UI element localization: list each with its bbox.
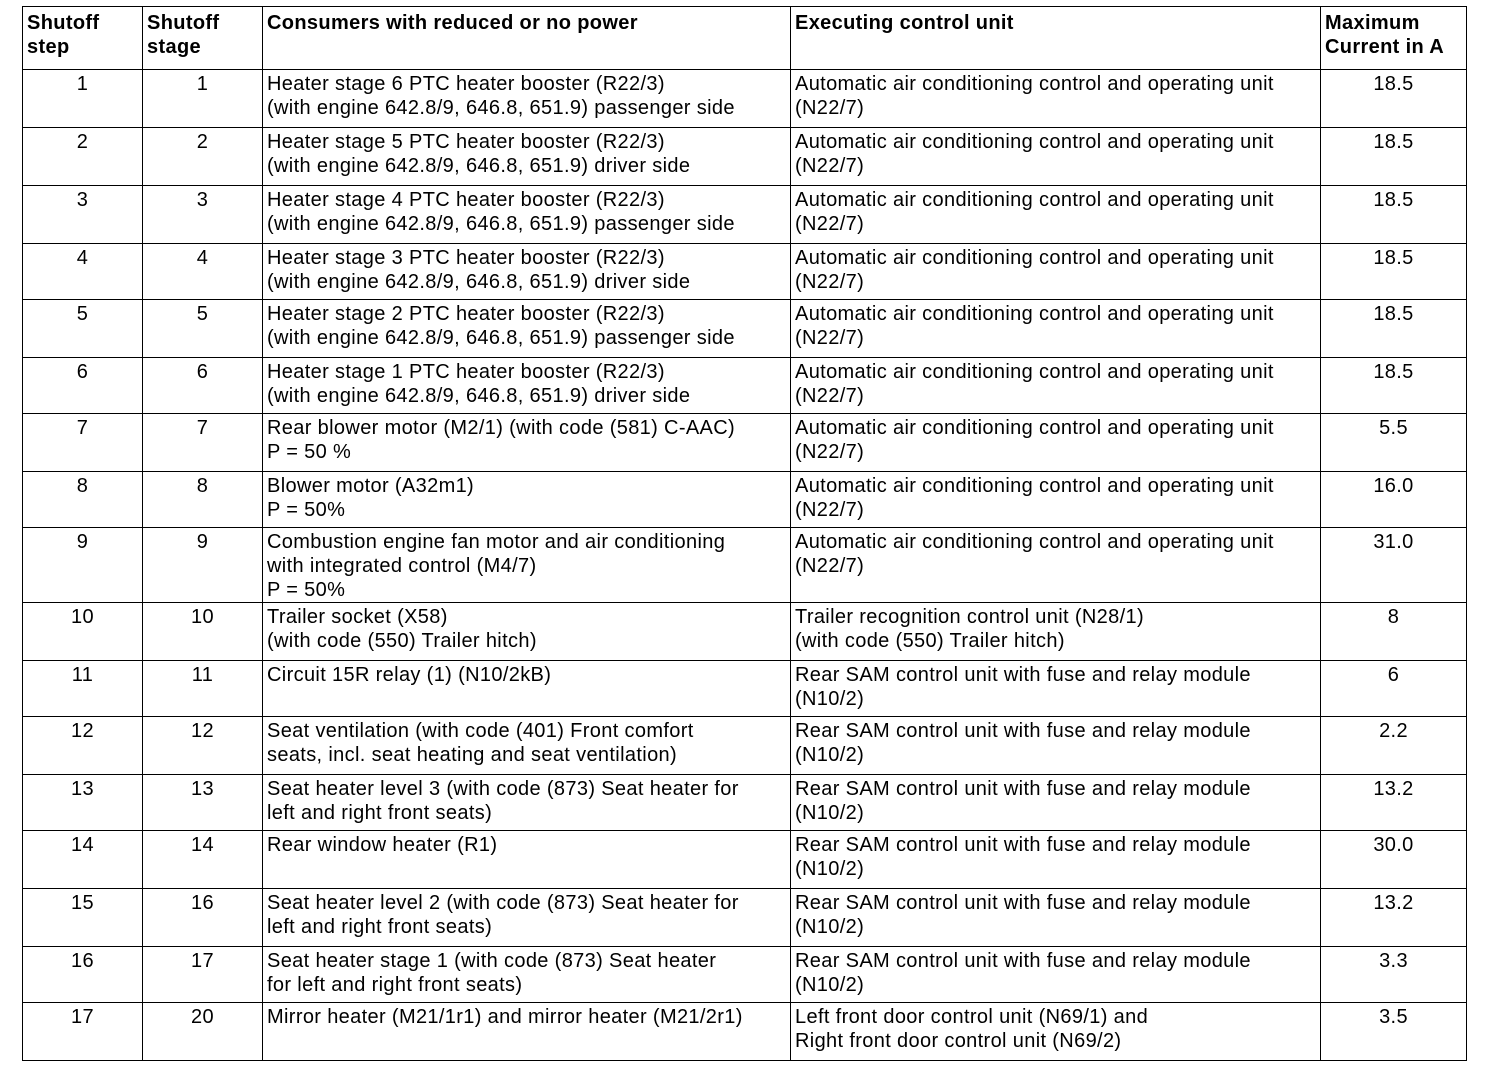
cell-max-current: 18.5 — [1321, 70, 1467, 128]
cell-control-unit: Rear SAM control unit with fuse and relay module (N10/2) — [791, 717, 1321, 775]
header-shutoff-stage: Shutoff stage — [143, 7, 263, 70]
cell-shutoff-step: 13 — [23, 775, 143, 831]
cell-max-current: 3.5 — [1321, 1003, 1467, 1061]
cell-consumer: Heater stage 5 PTC heater booster (R22/3) (with engine 642.8/9, 646.8, 651.9) driver side — [263, 128, 791, 186]
cell-consumer: Heater stage 6 PTC heater booster (R22/3) (with engine 642.8/9, 646.8, 651.9) passenger side — [263, 70, 791, 128]
cell-shutoff-stage: 16 — [143, 889, 263, 947]
table-row — [23, 472, 1467, 528]
cell-consumer: Seat heater level 2 (with code (873) Seat heater for left and right front seats) — [263, 889, 791, 947]
cell-max-current: 18.5 — [1321, 128, 1467, 186]
cell-shutoff-step: 2 — [23, 128, 143, 186]
cell-max-current: 31.0 — [1321, 528, 1467, 603]
cell-shutoff-step: 4 — [23, 244, 143, 300]
table-row — [23, 244, 1467, 300]
cell-consumer: Mirror heater (M21/1r1) and mirror heater (M21/2r1) — [263, 1003, 791, 1061]
cell-consumer: Combustion engine fan motor and air conditioning with integrated control (M4/7) P = 50% — [263, 528, 791, 603]
cell-shutoff-step: 1 — [23, 70, 143, 128]
cell-shutoff-stage: 4 — [143, 244, 263, 300]
cell-control-unit: Automatic air conditioning control and operating unit (N22/7) — [791, 472, 1321, 528]
table-row — [23, 775, 1467, 831]
table-row — [23, 717, 1467, 775]
cell-shutoff-step: 5 — [23, 300, 143, 358]
cell-control-unit: Automatic air conditioning control and operating unit (N22/7) — [791, 300, 1321, 358]
table-row — [23, 947, 1467, 1003]
table-row — [23, 1003, 1467, 1061]
cell-shutoff-step: 9 — [23, 528, 143, 603]
cell-max-current: 13.2 — [1321, 889, 1467, 947]
table-row — [23, 128, 1467, 186]
cell-max-current: 5.5 — [1321, 414, 1467, 472]
cell-shutoff-step: 11 — [23, 661, 143, 717]
cell-consumer: Seat heater level 3 (with code (873) Seat heater for left and right front seats) — [263, 775, 791, 831]
cell-control-unit: Rear SAM control unit with fuse and relay module (N10/2) — [791, 831, 1321, 889]
table-row — [23, 661, 1467, 717]
cell-shutoff-stage: 5 — [143, 300, 263, 358]
cell-control-unit: Automatic air conditioning control and operating unit (N22/7) — [791, 528, 1321, 603]
cell-shutoff-stage: 13 — [143, 775, 263, 831]
cell-max-current: 18.5 — [1321, 358, 1467, 414]
cell-shutoff-step: 12 — [23, 717, 143, 775]
cell-control-unit: Automatic air conditioning control and operating unit (N22/7) — [791, 70, 1321, 128]
table-row — [23, 358, 1467, 414]
cell-consumer: Circuit 15R relay (1) (N10/2kB) — [263, 661, 791, 717]
cell-control-unit: Automatic air conditioning control and operating unit (N22/7) — [791, 358, 1321, 414]
cell-shutoff-stage: 1 — [143, 70, 263, 128]
cell-shutoff-stage: 17 — [143, 947, 263, 1003]
table-body — [23, 70, 1467, 1061]
table-row — [23, 414, 1467, 472]
table-row — [23, 528, 1467, 603]
cell-shutoff-stage: 2 — [143, 128, 263, 186]
cell-shutoff-stage: 8 — [143, 472, 263, 528]
table-row — [23, 889, 1467, 947]
header-shutoff-step: Shutoff step — [23, 7, 143, 70]
cell-shutoff-stage: 9 — [143, 528, 263, 603]
cell-consumer: Seat ventilation (with code (401) Front comfort seats, incl. seat heating and seat ventilation) — [263, 717, 791, 775]
table-row — [23, 300, 1467, 358]
cell-shutoff-step: 6 — [23, 358, 143, 414]
cell-consumer: Heater stage 1 PTC heater booster (R22/3) (with engine 642.8/9, 646.8, 651.9) driver side — [263, 358, 791, 414]
cell-control-unit: Rear SAM control unit with fuse and relay module (N10/2) — [791, 661, 1321, 717]
cell-shutoff-step: 15 — [23, 889, 143, 947]
cell-shutoff-stage: 14 — [143, 831, 263, 889]
cell-consumer: Heater stage 2 PTC heater booster (R22/3) (with engine 642.8/9, 646.8, 651.9) passenger side — [263, 300, 791, 358]
cell-control-unit: Trailer recognition control unit (N28/1) (with code (550) Trailer hitch) — [791, 603, 1321, 661]
cell-consumer: Seat heater stage 1 (with code (873) Seat heater for left and right front seats) — [263, 947, 791, 1003]
cell-shutoff-stage: 11 — [143, 661, 263, 717]
cell-control-unit: Rear SAM control unit with fuse and relay module (N10/2) — [791, 775, 1321, 831]
cell-max-current: 6 — [1321, 661, 1467, 717]
cell-max-current: 18.5 — [1321, 186, 1467, 244]
cell-max-current: 8 — [1321, 603, 1467, 661]
table-row — [23, 70, 1467, 128]
header-consumers: Consumers with reduced or no power — [263, 7, 791, 70]
cell-shutoff-stage: 20 — [143, 1003, 263, 1061]
table-row — [23, 831, 1467, 889]
cell-max-current: 30.0 — [1321, 831, 1467, 889]
header-row — [23, 7, 1467, 70]
cell-max-current: 13.2 — [1321, 775, 1467, 831]
cell-consumer: Rear blower motor (M2/1) (with code (581) C-AAC) P = 50 % — [263, 414, 791, 472]
cell-max-current: 18.5 — [1321, 244, 1467, 300]
cell-control-unit: Rear SAM control unit with fuse and relay module (N10/2) — [791, 889, 1321, 947]
cell-consumer: Heater stage 3 PTC heater booster (R22/3) (with engine 642.8/9, 646.8, 651.9) driver side — [263, 244, 791, 300]
header-control-unit: Executing control unit — [791, 7, 1321, 70]
header-max-current: Maximum Current in A — [1321, 7, 1467, 70]
cell-shutoff-stage: 12 — [143, 717, 263, 775]
cell-max-current: 16.0 — [1321, 472, 1467, 528]
cell-shutoff-step: 7 — [23, 414, 143, 472]
cell-control-unit: Left front door control unit (N69/1) and Right front door control unit (N69/2) — [791, 1003, 1321, 1061]
cell-shutoff-stage: 3 — [143, 186, 263, 244]
cell-shutoff-stage: 10 — [143, 603, 263, 661]
cell-shutoff-step: 14 — [23, 831, 143, 889]
cell-control-unit: Automatic air conditioning control and operating unit (N22/7) — [791, 414, 1321, 472]
cell-control-unit: Automatic air conditioning control and operating unit (N22/7) — [791, 244, 1321, 300]
cell-shutoff-step: 8 — [23, 472, 143, 528]
table-row — [23, 186, 1467, 244]
cell-shutoff-step: 17 — [23, 1003, 143, 1061]
cell-control-unit: Rear SAM control unit with fuse and relay module (N10/2) — [791, 947, 1321, 1003]
cell-max-current: 2.2 — [1321, 717, 1467, 775]
cell-shutoff-stage: 7 — [143, 414, 263, 472]
cell-control-unit: Automatic air conditioning control and operating unit (N22/7) — [791, 128, 1321, 186]
cell-consumer: Trailer socket (X58) (with code (550) Trailer hitch) — [263, 603, 791, 661]
cell-max-current: 3.3 — [1321, 947, 1467, 1003]
cell-shutoff-stage: 6 — [143, 358, 263, 414]
shutoff-table — [22, 6, 1467, 1061]
cell-shutoff-step: 10 — [23, 603, 143, 661]
cell-consumer: Heater stage 4 PTC heater booster (R22/3) (with engine 642.8/9, 646.8, 651.9) passenger side — [263, 186, 791, 244]
table-row — [23, 603, 1467, 661]
cell-consumer: Rear window heater (R1) — [263, 831, 791, 889]
cell-consumer: Blower motor (A32m1) P = 50% — [263, 472, 791, 528]
cell-shutoff-step: 3 — [23, 186, 143, 244]
cell-control-unit: Automatic air conditioning control and operating unit (N22/7) — [791, 186, 1321, 244]
cell-max-current: 18.5 — [1321, 300, 1467, 358]
cell-shutoff-step: 16 — [23, 947, 143, 1003]
